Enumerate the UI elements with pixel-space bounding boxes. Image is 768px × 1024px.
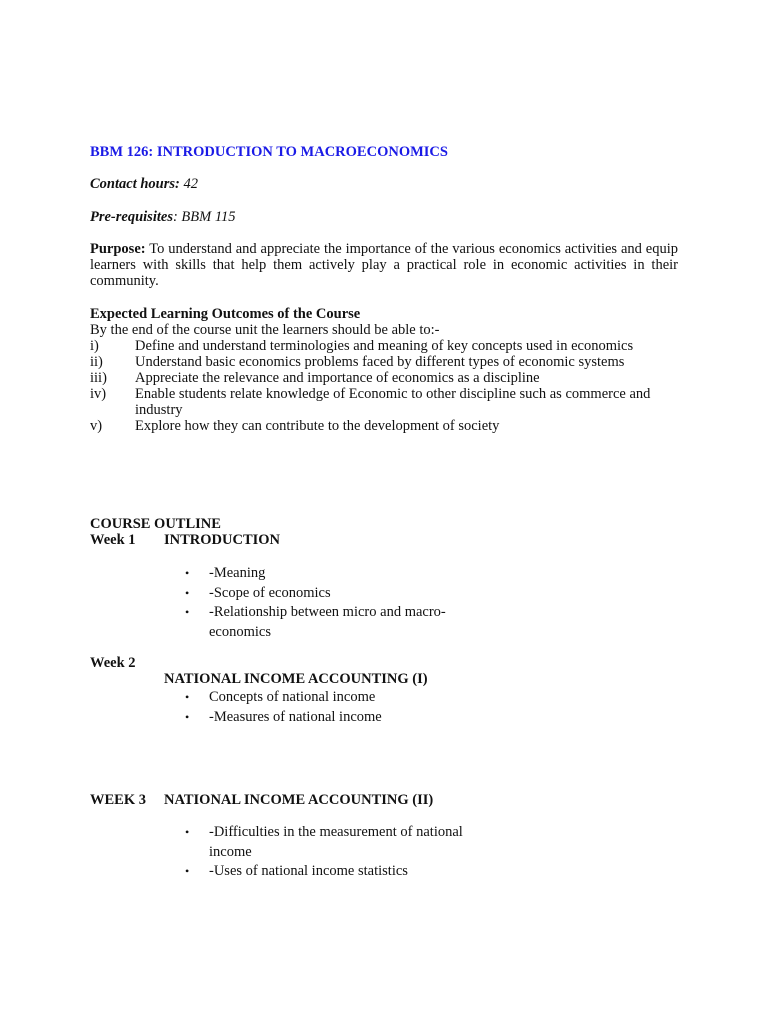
outcome-item <box>90 354 678 370</box>
contact-hours <box>90 176 198 192</box>
outcome-text: Understand basic economics problems faced by different types of economic systems <box>135 354 625 370</box>
week-1-bullets <box>180 564 450 642</box>
week-1-topic: INTRODUCTION <box>164 532 281 548</box>
bullet-item: • -Relationship between micro and macro-economics <box>180 603 450 642</box>
bullet-item: • Concepts of national income <box>180 688 480 708</box>
bullet-item: • -Uses of national income statistics <box>180 862 480 882</box>
outcome-text: Define and understand terminologies and meaning of key concepts used in economics <box>135 338 634 354</box>
outcome-item <box>90 370 678 386</box>
outcome-item <box>90 418 678 434</box>
bullet-item: • -Measures of national income <box>180 708 480 728</box>
outcome-number: i) <box>90 338 99 354</box>
contact-hours-value: 42 <box>183 176 198 192</box>
bullet-item: • -Scope of economics <box>180 584 450 604</box>
prerequisites-label: Pre-requisites <box>90 209 173 225</box>
outcome-item <box>90 386 678 418</box>
outcome-text: Explore how they can contribute to the development of society <box>135 418 500 434</box>
week-2-topic: NATIONAL INCOME ACCOUNTING (I) <box>164 671 428 687</box>
outcomes-intro: By the end of the course unit the learners should be able to:- <box>90 322 440 338</box>
outcome-number: ii) <box>90 354 103 370</box>
contact-hours-label: Contact hours: <box>90 176 180 192</box>
outcome-number: iv) <box>90 386 107 402</box>
week-1-label: Week 1 <box>90 532 136 548</box>
outcome-item <box>90 338 678 354</box>
week-3-bullets <box>180 823 480 882</box>
outcome-text: Appreciate the relevance and importance of economics as a discipline <box>135 370 540 386</box>
purpose-text: To understand and appreciate the importance of the various economics activities and equip learners with skills that help them actively play a practical role in economic activities in their community. <box>90 241 678 289</box>
outcomes-list <box>90 338 678 434</box>
prerequisites <box>90 209 236 225</box>
course-title: BBM 126: INTRODUCTION TO MACROECONOMICS <box>90 144 448 160</box>
bullet-item: • -Meaning <box>180 564 450 584</box>
outcome-number: iii) <box>90 370 107 386</box>
outcome-text: Enable students relate knowledge of Economic to other discipline such as commerce and industry <box>135 386 651 418</box>
week-2-label: Week 2 <box>90 655 136 671</box>
week-3-topic: NATIONAL INCOME ACCOUNTING (II) <box>164 792 434 808</box>
course-outline-heading: COURSE OUTLINE <box>90 516 221 532</box>
prerequisites-value: : BBM 115 <box>172 209 236 225</box>
week-3-label: WEEK 3 <box>90 792 146 808</box>
week-2-bullets <box>180 688 480 727</box>
outcome-number: v) <box>90 418 103 434</box>
bullet-item: • -Difficulties in the measurement of national income <box>180 823 480 862</box>
purpose-paragraph <box>90 241 678 289</box>
purpose-label: Purpose: <box>90 241 146 257</box>
outcomes-heading: Expected Learning Outcomes of the Course <box>90 306 361 322</box>
